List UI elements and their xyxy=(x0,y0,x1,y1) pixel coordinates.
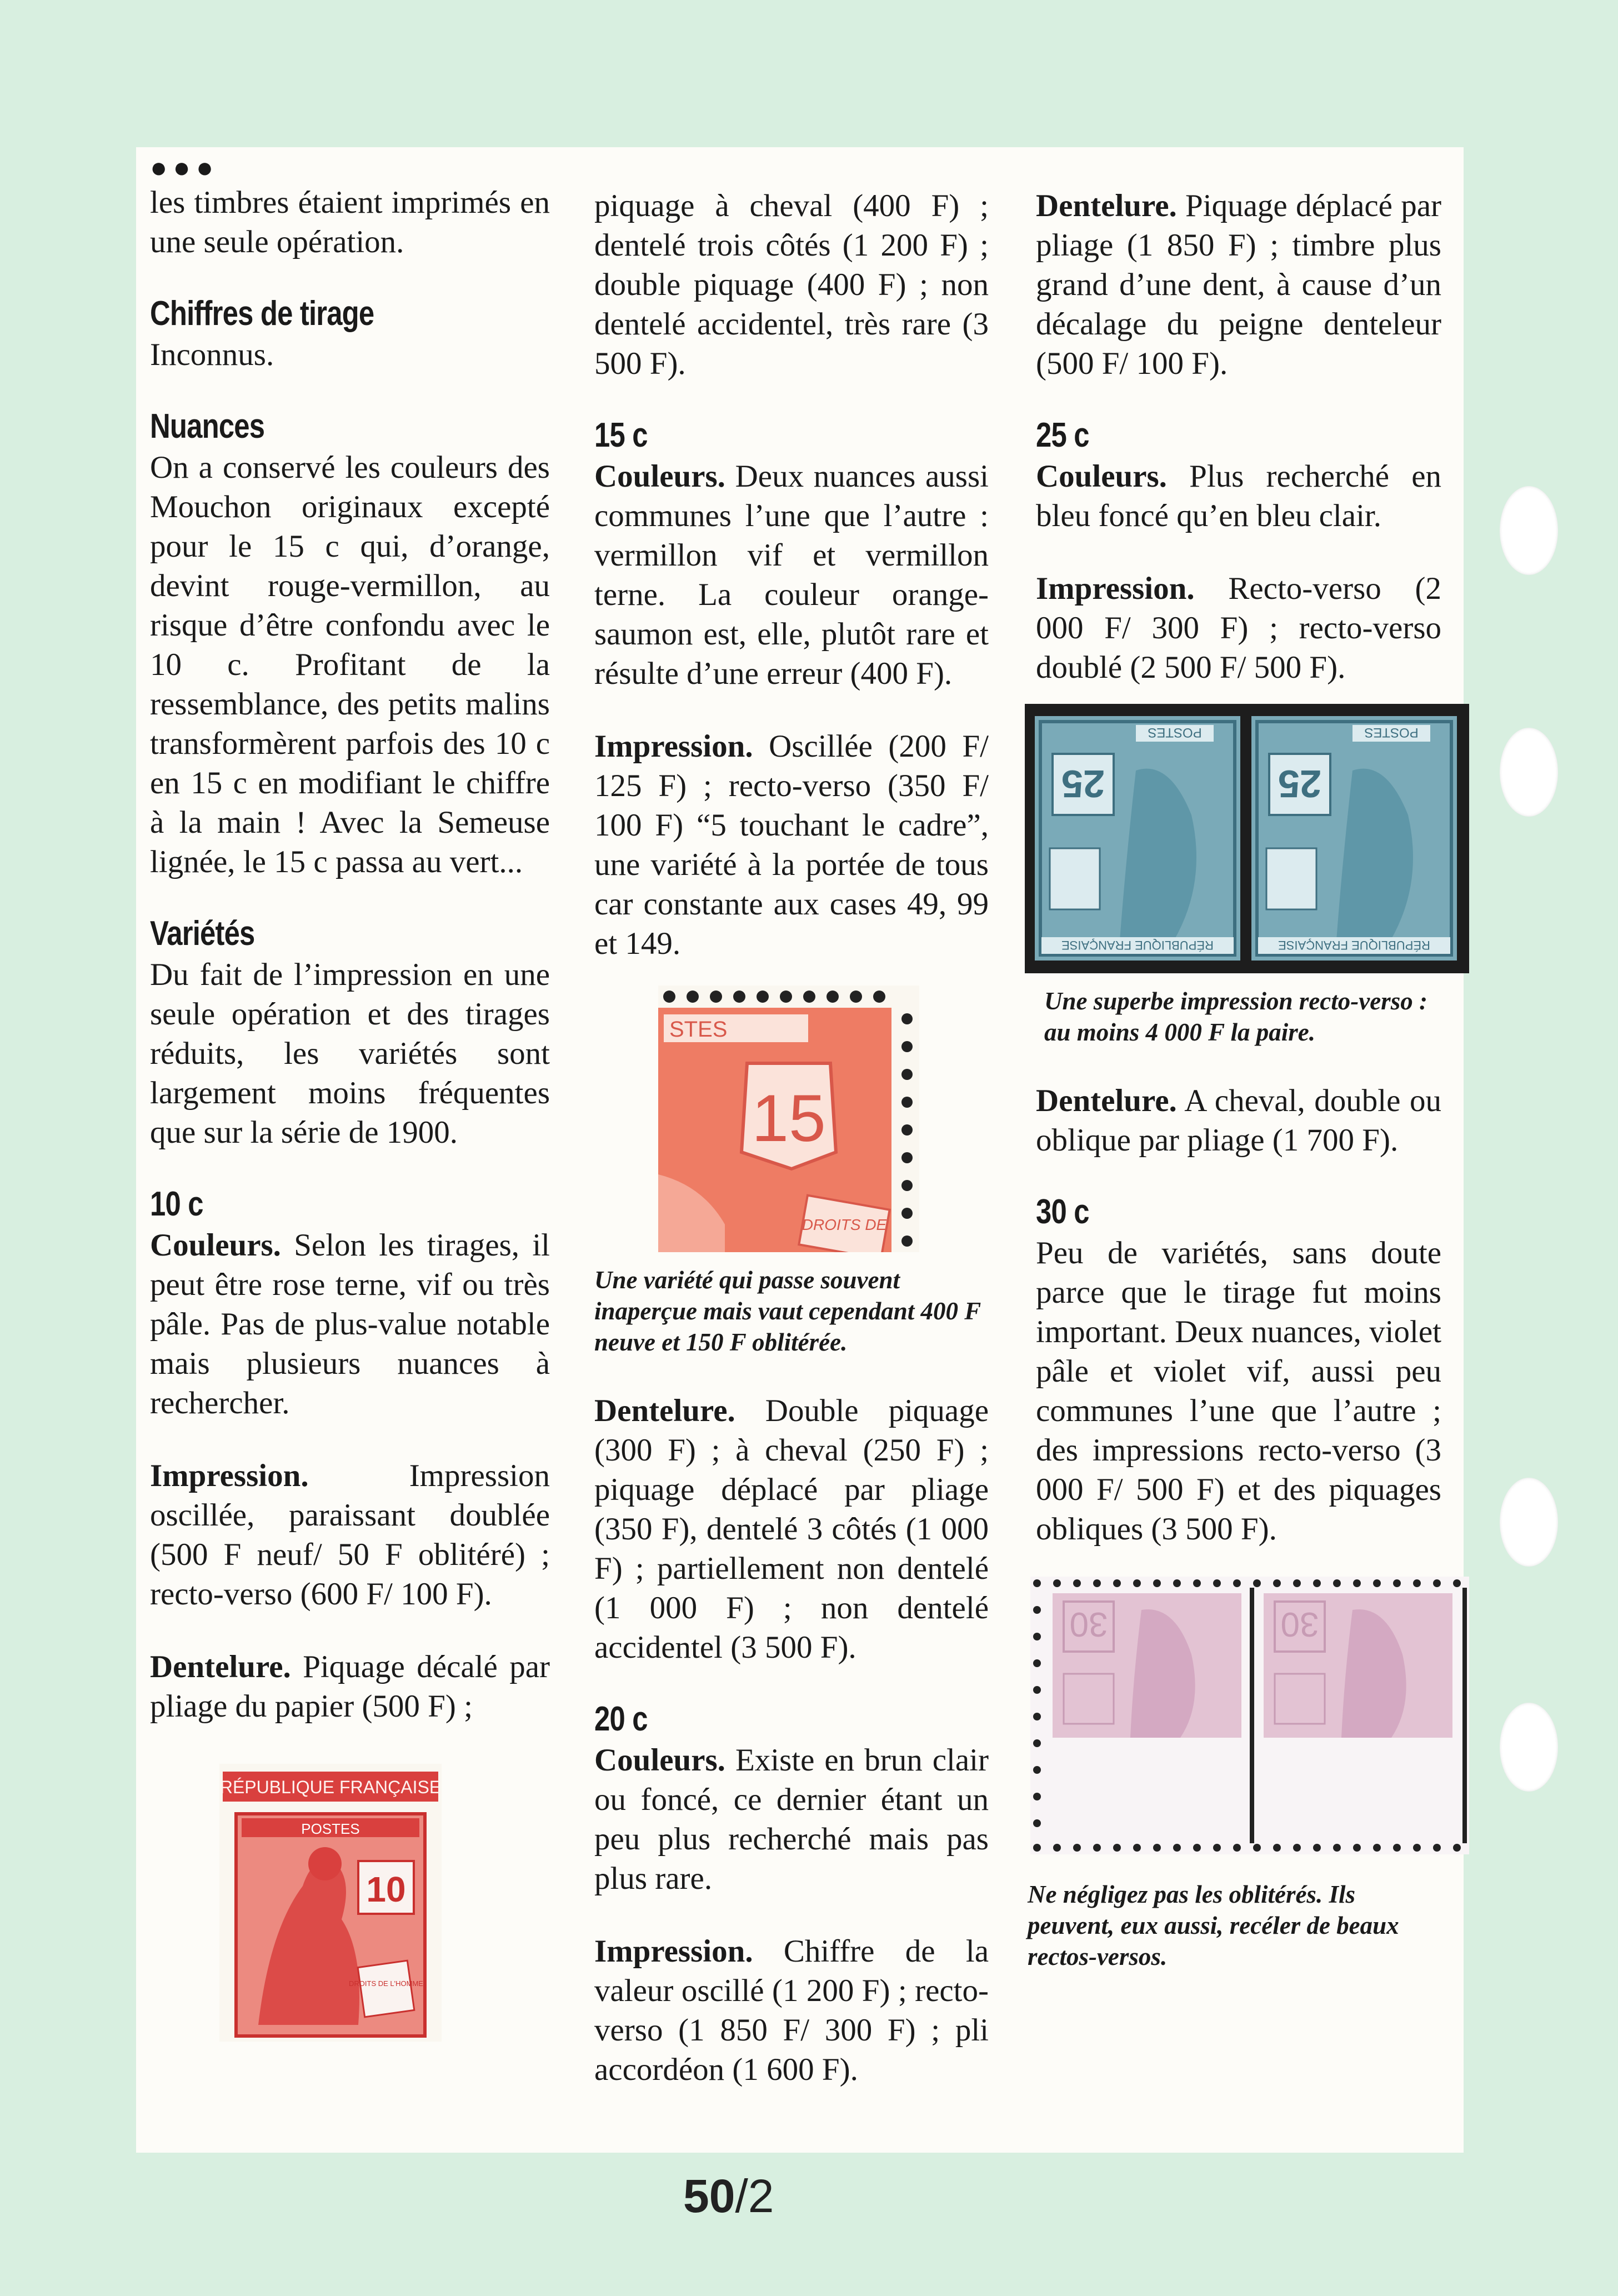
continuation-dots: ●●● xyxy=(150,152,219,184)
stamp-10c-top-label: RÉPUBLIQUE FRANÇAISE xyxy=(219,1777,442,1797)
caption-25c-pair: Une superbe impression recto-verso : au moins 4 000 F la paire. xyxy=(1044,987,1427,1046)
heading-10c: 10 c xyxy=(150,1185,203,1223)
binder-hole-4 xyxy=(1500,1703,1558,1792)
couleurs-label: Couleurs. xyxy=(1036,459,1167,494)
varietes-text: Du fait de l’impression en une seule opération et des tirages réduits, les variétés sont largement moins fréquentes que sur la série de 1900. xyxy=(150,957,550,1150)
stamp-30c-pair-image xyxy=(1030,1577,1469,1854)
pair25-value-left: 25 xyxy=(1061,762,1105,806)
couleurs-label: Couleurs. xyxy=(150,1228,281,1263)
couleurs-body: Plus recherché en bleu foncé qu’en bleu clair. xyxy=(1036,459,1441,533)
couleurs-body: Deux nuances aussi communes l’une que l’autre : vermillon vif et vermillon terne. La couleur orange-saumon est, elle, plutôt rare et résulte d’une erreur (400 F). xyxy=(594,459,989,691)
dentelure-15c xyxy=(594,1391,989,1667)
pair30-value-right: 30 xyxy=(1280,1605,1319,1643)
column-2 xyxy=(594,147,989,2089)
pair25-postes-right: POSTES xyxy=(1364,725,1419,740)
stamp-10c-value: 10 xyxy=(366,1869,406,1909)
impression-body: Recto-verso (2 000 F/ 300 F) ; recto-verso doublé (2 500 F/ 500 F). xyxy=(1036,571,1441,685)
stamp-15c-postes: STES xyxy=(669,1017,728,1042)
heading-varietes: Variétés xyxy=(150,914,255,953)
dentelure-label: Dentelure. xyxy=(1036,188,1177,223)
dentelure-label: Dentelure. xyxy=(1036,1083,1177,1118)
dentelure-body: Piquage déplacé par pliage (1 850 F) ; timbre plus grand d’une dent, à cause d’un décalage du peigne denteleur (500 F/ 100 F). xyxy=(1036,188,1441,381)
dentelure-20c xyxy=(1036,186,1441,383)
intro-text: les timbres étaient imprimés en une seule opération. xyxy=(150,185,550,259)
nuances-text: On a conservé les couleurs des Mouchon originaux excepté pour le 15 c qui, d’orange, devint rouge-vermillon, au risque d’être confondu avec le 10 c. Profitant de la ressemblance, des petits malins transformèrent parfois des 10 c en 15 c en modifiant le chiffre à la main ! Avec la Semeuse lignée, le 15 c passa au vert... xyxy=(150,450,550,879)
couleurs-10c xyxy=(150,1225,550,1423)
binder-hole-1 xyxy=(1500,486,1558,575)
couleurs-body: Existe en brun clair ou foncé, ce dernier étant un peu plus recherché mais pas plus rare. xyxy=(594,1743,989,1896)
impression-body: Oscillée (200 F/ 125 F) ; recto-verso (350 F/ 100 F) “5 touchant le cadre”, une variété à la portée de tous car constante aux cases 49, 99 et 149. xyxy=(594,729,989,961)
stamp-10c-image xyxy=(219,1764,442,2042)
column-3 xyxy=(1028,147,1441,1972)
heading-30c: 30 c xyxy=(1036,1193,1089,1231)
impression-body: Impression oscillée, paraissant doublée (500 F neuf/ 50 F oblitéré) ; recto-verso (600 F/ 100 F). xyxy=(150,1458,550,1612)
text-30c: Peu de variétés, sans doute parce que le tirage fut moins important. Deux nuances, violet pâle et violet vif, aussi peu communes l’une que l’autre ; des impressions recto-verso (3 000 F/ 500 F) et des piquages obliques (3 500 F). xyxy=(1036,1235,1441,1547)
couleurs-15c xyxy=(594,457,989,693)
dentelure-body: Piquage décalé par pliage du papier (500 F) ; xyxy=(150,1649,550,1724)
column-1 xyxy=(150,147,550,2042)
stamp-10c-tablet: DROITS DE L'HOMME xyxy=(349,1979,423,1988)
pair25-bottom-left: RÉPUBLIQUE FRANÇAISE xyxy=(1061,938,1214,952)
dentelure-body: Double piquage (300 F) ; à cheval (250 F) ; piquage déplacé par pliage (350 F), dentelé 3 côtés (1 000 F) ; partiellement non dentelé (1 000 F) ; non dentelé accidentel (3 500 F). xyxy=(594,1393,989,1665)
heading-nuances: Nuances xyxy=(150,407,265,446)
impression-10c xyxy=(150,1456,550,1614)
couleurs-20c xyxy=(594,1740,989,1898)
binder-hole-3 xyxy=(1500,1478,1558,1567)
couleurs-label: Couleurs. xyxy=(594,459,725,494)
impression-25c xyxy=(1036,569,1441,687)
heading-25c: 25 c xyxy=(1036,416,1089,454)
dentelure-25c xyxy=(1036,1081,1441,1160)
impression-body: Chiffre de la valeur oscillé (1 200 F) ; recto-verso (1 850 F/ 300 F) ; pli accordéon (1 600 F). xyxy=(594,1934,989,2087)
impression-label: Impression. xyxy=(594,729,753,764)
pair25-bottom-right: RÉPUBLIQUE FRANÇAISE xyxy=(1278,938,1430,952)
catalogue-page xyxy=(136,147,1464,2153)
couleurs-label: Couleurs. xyxy=(594,1743,725,1778)
dentelure-body: A cheval, double ou oblique par pliage (1 700 F). xyxy=(1036,1083,1441,1158)
stamp-15c-tablet: DROITS DE xyxy=(802,1216,887,1233)
couleurs-body: Selon les tirages, il peut être rose terne, vif ou très pâle. Pas de plus-value notable mais plusieurs nuances à rechercher. xyxy=(150,1228,550,1420)
chiffres-text: Inconnus. xyxy=(150,337,274,372)
page-number-main: 50 xyxy=(683,2170,735,2222)
heading-15c: 15 c xyxy=(594,416,648,454)
stamp-25c-pair-image xyxy=(1025,704,1469,973)
page-number-sub: /2 xyxy=(735,2170,774,2222)
impression-label: Impression. xyxy=(1036,571,1195,606)
pair30-value-left: 30 xyxy=(1069,1605,1108,1643)
dentelure-label: Dentelure. xyxy=(150,1649,291,1684)
caption-15c-variety: Une variété qui passe souvent inaperçue mais vaut cependant 400 F neuve et 150 F oblitérée. xyxy=(594,1266,981,1356)
caption-30c-pair: Ne négligez pas les oblitérés. Ils peuvent, eux aussi, recéler de beaux rectos-versos. xyxy=(1028,1880,1399,1970)
stamp-15c-value: 15 xyxy=(752,1081,826,1155)
impression-15c xyxy=(594,727,989,963)
pair25-postes-left: POSTES xyxy=(1148,725,1202,740)
impression-label: Impression. xyxy=(150,1458,309,1493)
intro-text: piquage à cheval (400 F) ; dentelé trois côtés (1 200 F) ; double piquage (400 F) ; non dentelé accidentel, très rare (3 500 F). xyxy=(594,188,989,381)
impression-20c xyxy=(594,1932,989,2089)
stamp-15c-image xyxy=(658,986,919,1252)
couleurs-25c xyxy=(1036,457,1441,536)
dentelure-10c xyxy=(150,1647,550,1726)
impression-label: Impression. xyxy=(594,1934,753,1969)
binder-hole-2 xyxy=(1500,728,1558,817)
heading-20c: 20 c xyxy=(594,1700,648,1738)
pair25-value-right: 25 xyxy=(1278,762,1321,806)
dentelure-label: Dentelure. xyxy=(594,1393,735,1428)
heading-chiffres-de-tirage: Chiffres de tirage xyxy=(150,294,374,333)
stamp-10c-postes: POSTES xyxy=(301,1820,360,1837)
page-number xyxy=(683,2169,774,2223)
